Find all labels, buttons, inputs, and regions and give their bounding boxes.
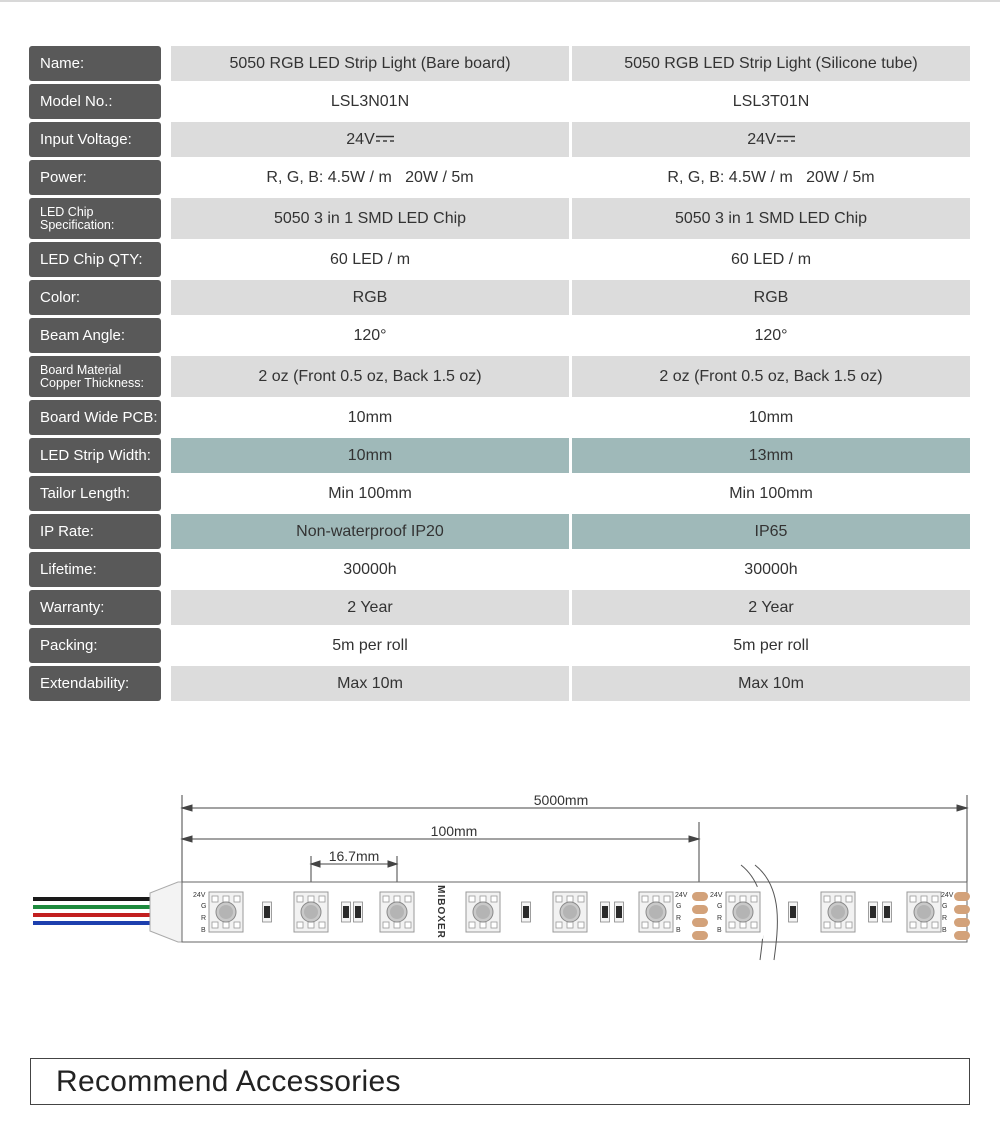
spec-value-silicone: 5050 RGB LED Strip Light (Silicone tube) <box>572 46 970 81</box>
pad-r-label: R <box>717 915 723 922</box>
resistor <box>263 902 272 922</box>
spec-label: Board Wide PCB: <box>29 400 161 435</box>
spec-row-warranty <box>29 590 971 625</box>
spec-label: Packing: <box>29 628 161 663</box>
spec-label: Input Voltage: <box>29 122 161 157</box>
spec-value-silicone: 5m per roll <box>572 628 970 663</box>
spec-value-bare: Max 10m <box>171 666 569 701</box>
spec-value-bare: RGB <box>171 280 569 315</box>
dc-current-icon <box>376 135 394 143</box>
top-divider <box>0 0 1000 2</box>
spec-value-bare: R, G, B: 4.5W / m 20W / 5m <box>171 160 569 195</box>
spec-value-bare: 5050 3 in 1 SMD LED Chip <box>171 198 569 239</box>
spec-value-bare: LSL3N01N <box>171 84 569 119</box>
spec-label-line: Board Material <box>40 362 122 377</box>
spec-value-bare: 60 LED / m <box>171 242 569 277</box>
spec-label: Lifetime: <box>29 552 161 587</box>
pad-b-label: B <box>201 927 206 934</box>
spec-value-bare: Min 100mm <box>171 476 569 511</box>
spec-row-chip-qty <box>29 242 971 277</box>
pad-voltage-label: 24V <box>675 892 688 899</box>
spec-label: Beam Angle: <box>29 318 161 353</box>
spec-value-silicone: RGB <box>572 280 970 315</box>
accessories-heading-box <box>30 1058 970 1105</box>
spec-value-silicone: 2 Year <box>572 590 970 625</box>
spec-row-chip-spec <box>29 198 971 239</box>
resistor <box>522 902 531 922</box>
dc-current-icon <box>777 135 795 143</box>
spec-label: Tailor Length: <box>29 476 161 511</box>
spec-row-color <box>29 280 971 315</box>
spec-label <box>29 198 161 239</box>
spec-label: IP Rate: <box>29 514 161 549</box>
spec-row-pcb-width <box>29 400 971 435</box>
pad-b-label: B <box>942 927 947 934</box>
voltage-value: 24V <box>747 130 776 148</box>
pad-g-label: G <box>717 903 723 910</box>
pad-b-label: B <box>676 927 681 934</box>
spec-value-silicone <box>572 122 970 157</box>
pad-g-label: G <box>942 903 948 910</box>
spec-value-bare: 2 oz (Front 0.5 oz, Back 1.5 oz) <box>171 356 569 397</box>
spec-label: Color: <box>29 280 161 315</box>
spec-row-lifetime <box>29 552 971 587</box>
spec-row-packing <box>29 628 971 663</box>
spec-value-silicone: IP65 <box>572 514 970 549</box>
spec-row-name <box>29 46 971 81</box>
strip-dimension-diagram <box>0 770 1000 990</box>
spec-label-line: Specification: <box>40 217 115 232</box>
spec-value-silicone: 30000h <box>572 552 970 587</box>
spec-label: Extendability: <box>29 666 161 701</box>
led-chip <box>553 892 587 932</box>
spec-value-bare: 5050 RGB LED Strip Light (Bare board) <box>171 46 569 81</box>
spec-label: LED Strip Width: <box>29 438 161 473</box>
pad-voltage-label: 24V <box>941 892 954 899</box>
strip-wires <box>33 899 155 923</box>
pad-b-label: B <box>717 927 722 934</box>
spec-value-silicone: 60 LED / m <box>572 242 970 277</box>
resistor <box>869 902 878 922</box>
spec-value-silicone: 2 oz (Front 0.5 oz, Back 1.5 oz) <box>572 356 970 397</box>
resistor <box>342 902 351 922</box>
spec-row-power <box>29 160 971 195</box>
spec-value-bare: 2 Year <box>171 590 569 625</box>
spec-row-strip-width <box>29 438 971 473</box>
spec-row-model <box>29 84 971 119</box>
accessories-title: Recommend Accessories <box>56 1065 401 1098</box>
spec-label: LED Chip QTY: <box>29 242 161 277</box>
spec-label: Name: <box>29 46 161 81</box>
spec-label: Power: <box>29 160 161 195</box>
spec-value-silicone: LSL3T01N <box>572 84 970 119</box>
spec-value-bare: 5m per roll <box>171 628 569 663</box>
resistor <box>883 902 892 922</box>
resistor <box>601 902 610 922</box>
spec-value-bare: 30000h <box>171 552 569 587</box>
spec-value-silicone: Max 10m <box>572 666 970 701</box>
spec-label: Warranty: <box>29 590 161 625</box>
spec-label-line: LED Chip <box>40 204 94 219</box>
led-chip <box>209 892 243 932</box>
spec-value-silicone: R, G, B: 4.5W / m 20W / 5m <box>572 160 970 195</box>
pad-r-label: R <box>201 915 207 922</box>
pad-g-label: G <box>676 903 682 910</box>
spec-row-beam <box>29 318 971 353</box>
total-length-label: 5000mm <box>533 792 589 808</box>
pad-voltage-label: 24V <box>710 892 723 899</box>
pad-r-label: R <box>942 915 948 922</box>
spec-table <box>29 46 971 704</box>
pad-r-label: R <box>676 915 682 922</box>
spec-label-line: Copper Thickness: <box>40 375 144 390</box>
spec-label <box>29 356 161 397</box>
spec-value-bare: Non-waterproof IP20 <box>171 514 569 549</box>
spec-row-ip <box>29 514 971 549</box>
led-chip <box>726 892 760 932</box>
resistor <box>615 902 624 922</box>
resistor <box>789 902 798 922</box>
voltage-value: 24V <box>346 130 375 148</box>
led-chip <box>466 892 500 932</box>
led-chip <box>821 892 855 932</box>
cut-length-label: 100mm <box>430 823 478 839</box>
spec-row-tailor <box>29 476 971 511</box>
led-pitch-label: 16.7mm <box>328 848 380 864</box>
spec-value-bare: 120° <box>171 318 569 353</box>
spec-value-bare: 10mm <box>171 400 569 435</box>
pad-g-label: G <box>201 903 207 910</box>
led-chip <box>380 892 414 932</box>
resistor <box>354 902 363 922</box>
spec-value-bare <box>171 122 569 157</box>
spec-value-silicone: 13mm <box>572 438 970 473</box>
spec-value-bare: 10mm <box>171 438 569 473</box>
spec-value-silicone: Min 100mm <box>572 476 970 511</box>
led-chip <box>294 892 328 932</box>
spec-label: Model No.: <box>29 84 161 119</box>
led-chip <box>907 892 941 932</box>
pad-voltage-label: 24V <box>193 892 206 899</box>
spec-value-silicone: 5050 3 in 1 SMD LED Chip <box>572 198 970 239</box>
spec-row-extend <box>29 666 971 701</box>
spec-value-silicone: 10mm <box>572 400 970 435</box>
brand-logo-text: MIBOXER <box>435 885 446 939</box>
spec-value-silicone: 120° <box>572 318 970 353</box>
led-chip <box>639 892 673 932</box>
spec-row-copper <box>29 356 971 397</box>
spec-row-voltage <box>29 122 971 157</box>
